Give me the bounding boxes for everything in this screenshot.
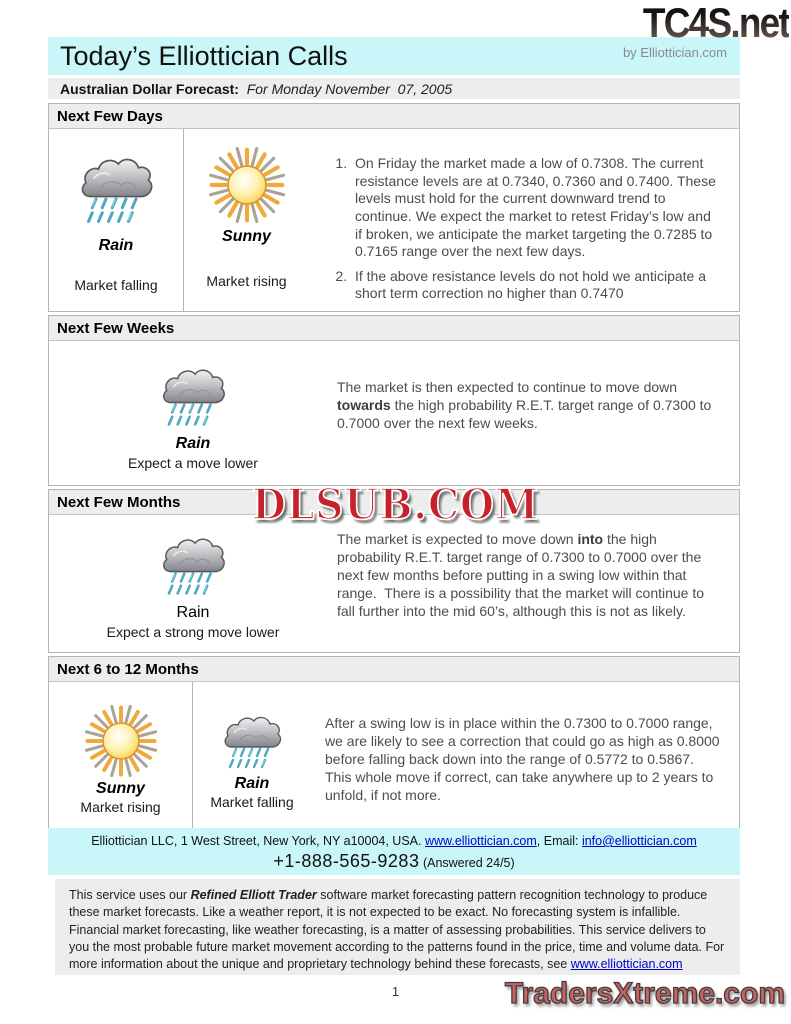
weather-label: Sunny (222, 228, 271, 245)
text-before: The market is then expected to continue to move down (337, 379, 681, 395)
weather-caption: Market falling (210, 794, 294, 810)
text-after: the high probability R.E.T. target range of 0.7300 to 0.7000 over the next few weeks. (337, 396, 716, 431)
page-number: 1 (391, 984, 400, 999)
weather-caption: Market rising (206, 273, 287, 289)
forecast-subtitle-bar (48, 78, 740, 99)
weather-cell-rain (193, 682, 311, 835)
email-label: , Email: (536, 834, 582, 848)
phone-note: (Answered 24/5) (419, 856, 515, 870)
disclaimer-text-2: software market forecasting pattern recognition technology to produce these market forecasts. Like a weather report, it is not expected to be exact. No forecasting system is infallible. Financial market forecasting, like weather forecasting, is a matter of assessing probabilities. This service delivers to you the most probable future market movement according to the patterns found in the price, time and volume data. For more information about the unique and proprietary technology behind these forecasts, see (69, 888, 728, 971)
section-body (49, 515, 739, 652)
rain-icon (155, 530, 231, 600)
forecast-point-2: 2. If the above resistance levels do not hold we anticipate a short term correction no higher than 0.7470 (351, 268, 717, 303)
weather-cell-sunny (184, 129, 309, 311)
weather-label: Rain (176, 604, 210, 621)
dlsub-watermark: DLSUB.COM (252, 480, 540, 530)
section-next-6-to-12-months (48, 656, 740, 836)
company-address: Elliottician LLC, 1 West Street, New York, NY a10004, USA. (91, 834, 425, 848)
forecast-sections (48, 103, 740, 839)
disclaimer-box (55, 879, 740, 975)
section-next-few-days (48, 103, 740, 312)
section-body (49, 682, 739, 835)
weather-cell-rain (49, 515, 337, 652)
weather-caption: Market falling (74, 277, 158, 293)
section-header: Next Few Weeks (49, 316, 739, 341)
tradersxtreme-logo: TradersXtreme.com (504, 977, 785, 1010)
contact-strip (48, 828, 740, 875)
forecast-point-1: 1. On Friday the market made a low of 0.7308. The current resistance levels are at 0.7340, 0.7360 and 0.7400. These levels must hold for the current downward trend to continue. We expect the market to retest Friday’s low and if broken, we anticipate the market targeting the 0.7285 to 0.7165 range over the next few days. (351, 155, 717, 261)
page-title: Today’s Elliottician Calls (60, 40, 348, 71)
phone-number: +1-888-565-9283 (273, 851, 420, 871)
weather-cell-rain (49, 129, 184, 311)
email-link[interactable]: info@elliottician.com (581, 834, 697, 848)
text-before: The market is expected to move down (337, 531, 578, 547)
sun-icon (208, 146, 286, 224)
forecast-text: After a swing low is in place within the 0.7300 to 0.7000 range, we are likely to see a correction that could go as high as 0.8000 before falling back down into the range of 0.5772 to 0.5867. This whole move if correct, can take anywhere up to 2 years to unfold, if not more. (325, 715, 720, 803)
section-header: Next Few Months (49, 490, 739, 515)
rain-icon (155, 361, 231, 431)
site-logo (623, 2, 789, 60)
sun-icon (84, 704, 158, 778)
tc4s-logo-text: TC4S.net (642, 0, 789, 46)
weather-label: Sunny (96, 780, 145, 797)
section-header: Next 6 to 12 Months (49, 657, 739, 682)
disclaimer-text-1: This service uses our (69, 888, 191, 902)
weather-label: Rain (175, 435, 211, 452)
section-next-few-weeks (48, 315, 740, 486)
forecast-date: For Monday November 07, 2005 (238, 80, 453, 97)
section-body (49, 129, 739, 311)
weather-caption: Market rising (80, 799, 161, 815)
weather-caption: Expect a move lower (128, 455, 258, 471)
forecast-points (309, 129, 739, 311)
weather-caption: Expect a strong move lower (106, 624, 280, 640)
rain-icon (73, 149, 159, 229)
forecast-label: Australian Dollar Forecast: (60, 80, 239, 97)
weather-label: Rain (98, 237, 134, 254)
section-header: Next Few Days (49, 104, 739, 129)
contact-line (48, 834, 740, 848)
forecast-text (337, 341, 739, 485)
weather-cell-sunny (49, 682, 193, 835)
disclaimer-website-link[interactable]: www.elliottician.com (570, 957, 683, 971)
text-bold: towards (337, 396, 391, 413)
forecast-text (337, 515, 739, 652)
weather-label: Rain (234, 775, 270, 792)
section-body (49, 341, 739, 485)
logo-byline: by Elliottician.com (622, 45, 727, 60)
weather-cell-rain (49, 341, 337, 485)
rain-icon (217, 709, 287, 773)
text-bold: into (577, 531, 604, 547)
product-name: Refined Elliott Trader (190, 888, 317, 902)
website-link[interactable]: www.elliottician.com (424, 834, 537, 848)
text-after: the high probability R.E.T. target range of 0.7300 to 0.7000 over the next few months before putting in a swing low within that range. There is a possibility that the market will continue to fall further into the mid 60’s, although this is not as likely. (337, 531, 708, 619)
phone-line (48, 851, 740, 872)
